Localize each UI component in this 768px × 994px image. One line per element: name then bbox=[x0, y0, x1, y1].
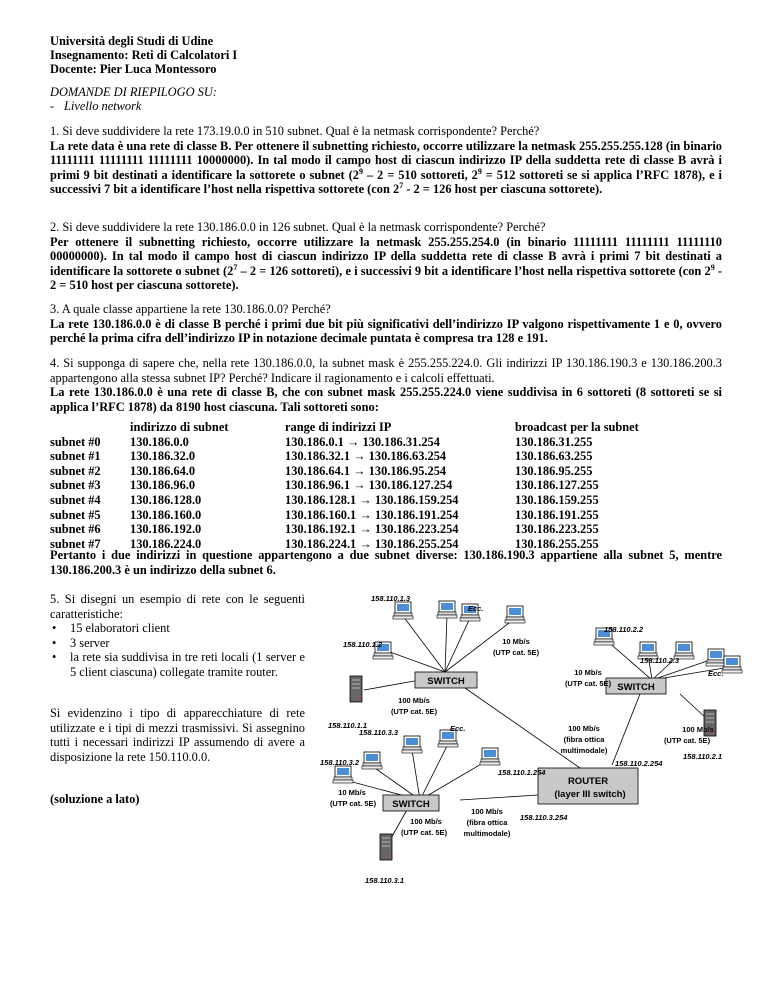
subnet-address: 130.186.224.0 bbox=[130, 536, 202, 551]
switch-label: SWITCH bbox=[427, 676, 465, 687]
medium-label: (fibra ottica bbox=[466, 818, 508, 827]
subnet-name: subnet #3 bbox=[50, 478, 101, 493]
medium-label: (UTP cat. 5E) bbox=[400, 828, 448, 837]
medium-label: (UTP cat. 5E) bbox=[564, 679, 612, 688]
subnet-broadcast: 130.186.255.255 bbox=[515, 536, 599, 551]
subnet-address: 130.186.128.0 bbox=[130, 492, 202, 507]
range-end: 130.186.191.254 bbox=[374, 507, 459, 522]
subnet-name: subnet #2 bbox=[50, 463, 101, 478]
exponent: 7 bbox=[233, 262, 238, 272]
subnet-name: subnet #6 bbox=[50, 522, 101, 537]
speed-label: 100 Mb/s bbox=[682, 725, 714, 734]
exponent: 9 bbox=[477, 166, 482, 176]
question-5-intro: 5. Si disegni un esempio di rete con le seguenti caratteristiche: bbox=[50, 592, 305, 621]
range-end: 130.186.95.254 bbox=[368, 463, 447, 478]
computer-icon bbox=[333, 766, 353, 783]
range-start: 130.186.160.1 bbox=[285, 507, 357, 522]
medium-label: (UTP cat. 5E) bbox=[329, 799, 377, 808]
subnet-address: 130.186.32.0 bbox=[130, 449, 196, 464]
speed-label: 100 Mb/s bbox=[568, 724, 600, 733]
lan1-links bbox=[364, 615, 580, 768]
subnet-broadcast: 130.186.191.255 bbox=[515, 507, 599, 522]
router-label: ROUTER bbox=[567, 776, 609, 787]
computer-icon bbox=[393, 602, 413, 619]
solution-note: (soluzione a lato) bbox=[50, 792, 140, 806]
range-start: 130.186.224.1 bbox=[285, 536, 357, 551]
router bbox=[538, 768, 638, 804]
course-name: Insegnamento: Reti di Calcolatori I bbox=[50, 48, 238, 62]
bullet-icon: • bbox=[52, 635, 57, 650]
range-end: 130.186.255.254 bbox=[374, 536, 459, 551]
question-3-text: 3. A quale classe appartiene la rete 130.186.0.0? Perché? bbox=[50, 302, 331, 316]
question-4-text: 4. Si supponga di sapere che, nella rete 130.186.0.0, la subnet mask è 255.255.224.0. Gli indirizzi IP 130.186.190.3 e 130.186.200.3 appartengono alla stessa subnet IP? Perché? Indicare il ragionamento e i calcoli effettuati. bbox=[50, 356, 722, 385]
table-header-cell: range di indirizzi IP bbox=[285, 420, 392, 434]
computer-icon bbox=[480, 748, 500, 765]
section-title: DOMANDE DI RIEPILOGO SU: bbox=[50, 85, 217, 99]
subnet-address: 130.186.192.0 bbox=[130, 522, 202, 537]
computer-icon bbox=[362, 752, 382, 769]
table-header-cell: broadcast per la subnet bbox=[515, 420, 639, 434]
speed-label: 100 Mb/s bbox=[471, 807, 503, 816]
table-header-cell: indirizzo di subnet bbox=[130, 420, 229, 434]
range-start: 130.186.192.1 bbox=[285, 522, 357, 537]
range-start: 130.186.0.1 bbox=[285, 434, 344, 449]
range-end: 130.186.63.254 bbox=[368, 449, 447, 464]
ip-label: 158.110.2.1 bbox=[683, 752, 723, 761]
subnet-address: 130.186.96.0 bbox=[130, 478, 196, 493]
ip-label: 158.110.1.1 bbox=[328, 721, 368, 730]
server-icon bbox=[380, 834, 392, 860]
list-item-text: 15 elaboratori client bbox=[70, 621, 170, 636]
switch-lan3 bbox=[383, 795, 439, 811]
exponent: 9 bbox=[710, 262, 715, 272]
switch-lan2 bbox=[606, 678, 666, 694]
subnet-name: subnet #4 bbox=[50, 492, 101, 507]
subnet-broadcast: 130.186.159.255 bbox=[515, 492, 599, 507]
exponent: 9 bbox=[358, 166, 363, 176]
ip-label: 158.110.1.254 bbox=[498, 768, 546, 777]
ecc-label: Ecc. bbox=[708, 669, 724, 678]
list-item-text: 3 server bbox=[70, 635, 110, 650]
subnet-address: 130.186.0.0 bbox=[130, 434, 189, 449]
answer-1-part-b: – 2 = 510 sottoreti, 2 bbox=[362, 167, 478, 182]
arrow-right-icon: → bbox=[346, 434, 360, 449]
subnet-broadcast: 130.186.223.255 bbox=[515, 522, 599, 537]
ip-label: 158.110.1.3 bbox=[371, 594, 411, 603]
teacher-name: Docente: Pier Luca Montessoro bbox=[50, 62, 217, 76]
arrow-right-icon: → bbox=[359, 536, 372, 551]
ip-label: 158.110.2.2 bbox=[604, 625, 644, 634]
computer-icon bbox=[402, 736, 422, 753]
subnet-broadcast: 130.186.63.255 bbox=[515, 449, 593, 464]
range-end: 130.186.223.254 bbox=[374, 522, 459, 537]
range-end: 130.186.127.254 bbox=[368, 478, 453, 493]
range-start: 130.186.96.1 bbox=[285, 478, 351, 493]
computer-icon bbox=[505, 606, 525, 623]
speed-label: 10 Mb/s bbox=[338, 788, 366, 797]
question-4-answer: La rete 130.186.0.0 è una rete di classe B, che con subnet mask 255.255.224.0 viene suddivisa in 6 sottoreti (8 sottoreti se si applica l’RFC 1878) da 8190 host ciascuna. Tali sottoreti sono: bbox=[50, 385, 722, 414]
ip-label: 158.110.2.254 bbox=[615, 759, 663, 768]
range-start: 130.186.128.1 bbox=[285, 492, 357, 507]
ip-label: 158.110.3.254 bbox=[520, 813, 568, 822]
server-icon bbox=[350, 676, 362, 702]
bullet-icon: • bbox=[52, 650, 57, 665]
switch-label: SWITCH bbox=[392, 799, 430, 810]
answer-1-part-a: La rete data è una rete di classe B. Per ottenere il subnetting richiesto, occorre utilizzare la netmask 255.255.255.128 (in binario 11111111 11111111 11111111 10000000). In tal modo il campo host di ciascun indirizzo IP della suddetta rete di classe B avrà i primi 9 bit destinati a identificare la sottorete o subnet (2 bbox=[50, 138, 722, 182]
range-start: 130.186.32.1 bbox=[285, 449, 351, 464]
bullet-icon: • bbox=[52, 621, 57, 636]
computer-icon bbox=[437, 601, 457, 618]
arrow-right-icon: → bbox=[359, 522, 372, 537]
exponent: 7 bbox=[399, 181, 404, 191]
answer-2-part-c: - 2 = 510 host per ciascuna sottorete). bbox=[50, 263, 722, 293]
answer-1-part-c: = 512 sottoreti se si applica l’RFC 1878), e i successivi 7 bit a identificare l’host nella rispettiva sottorete (con 2 bbox=[50, 167, 722, 197]
range-end: 130.186.31.254 bbox=[362, 434, 440, 449]
ecc-label: Ecc. bbox=[468, 604, 484, 613]
question-1-text: 1. Si deve suddividere la rete 173.19.0.0 in 510 subnet. Qual è la netmask corrispondente? Perché? bbox=[50, 124, 540, 138]
medium-label: multimodale) bbox=[560, 746, 608, 755]
range-start: 130.186.64.1 bbox=[285, 463, 351, 478]
router-sublabel: (layer III switch) bbox=[554, 789, 626, 800]
arrow-right-icon: → bbox=[359, 492, 372, 507]
answer-2-part-a: Per ottenere il subnetting richiesto, occorre utilizzare la netmask 255.255.254.0 (in binario 11111111 11111111 11111110 00000000). In tal modo il campo host di ciascun indirizzo IP della suddetta rete di classe B avrà i primi 7 bit destinati a identificare la sottorete o subnet (2 bbox=[50, 234, 722, 278]
speed-label: 10 Mb/s bbox=[502, 637, 530, 646]
question-4-conclusion: Pertanto i due indirizzi in questione appartengono a due subnet diverse: 130.186.190.3 appartiene alla subnet 5, mentre 130.186.200.3 è un indirizzo della subnet 6. bbox=[50, 548, 722, 577]
subnet-name: subnet #5 bbox=[50, 507, 101, 522]
range-end: 130.186.159.254 bbox=[374, 492, 459, 507]
medium-label: (UTP cat. 5E) bbox=[663, 736, 711, 745]
switch-lan1 bbox=[415, 672, 477, 688]
speed-label: 100 Mb/s bbox=[410, 817, 442, 826]
computer-icon bbox=[722, 656, 742, 673]
arrow-right-icon: → bbox=[353, 463, 366, 478]
ip-label: 158.110.1.2 bbox=[343, 640, 383, 649]
question-3-answer: La rete 130.186.0.0 è di classe B perché i primi due bit più significativi dell’indirizzo IP valgono rispettivamente 1 e 0, ovvero perché la prima cifra dell’indirizzo IP in notazione decimale puntata è compresa tra 128 e 191. bbox=[50, 316, 722, 346]
switch-label: SWITCH bbox=[617, 682, 655, 693]
university-name: Università degli Studi di Udine bbox=[50, 34, 214, 48]
ip-label: 158.110.3.3 bbox=[359, 728, 399, 737]
list-item-text: la rete sia suddivisa in tre reti locali (1 server e 5 client ciascuna) collegate tramite router. bbox=[70, 650, 305, 679]
subnet-address: 130.186.160.0 bbox=[130, 507, 202, 522]
subnet-broadcast: 130.186.127.255 bbox=[515, 478, 599, 493]
subnet-name: subnet #7 bbox=[50, 536, 101, 551]
medium-label: (UTP cat. 5E) bbox=[492, 648, 540, 657]
section-bullet: - bbox=[50, 99, 55, 113]
subnet-address: 130.186.64.0 bbox=[130, 463, 196, 478]
arrow-right-icon: → bbox=[353, 449, 366, 464]
computer-icon bbox=[706, 649, 726, 666]
medium-label: multimodale) bbox=[463, 829, 511, 838]
speed-label: 100 Mb/s bbox=[398, 696, 430, 705]
subnet-name: subnet #1 bbox=[50, 449, 101, 464]
question-2-text: 2. Si deve suddividere la rete 130.186.0.0 in 126 subnet. Qual è la netmask corrispondente? Perché? bbox=[50, 220, 546, 234]
ecc-label: Ecc. bbox=[450, 724, 466, 733]
speed-label: 10 Mb/s bbox=[574, 668, 602, 677]
subnet-broadcast: 130.186.31.255 bbox=[515, 434, 593, 449]
medium-label: (UTP cat. 5E) bbox=[390, 707, 438, 716]
section-topic: Livello network bbox=[64, 99, 142, 113]
medium-label: (fibra ottica bbox=[563, 735, 605, 744]
ip-label: 158.110.3.1 bbox=[365, 876, 405, 885]
arrow-right-icon: → bbox=[353, 478, 366, 493]
subnet-name: subnet #0 bbox=[50, 434, 101, 449]
ip-label: 158.110.2.3 bbox=[640, 656, 680, 665]
answer-1-part-d: - 2 = 126 host per ciascuna sottorete). bbox=[403, 182, 603, 197]
question-5-instructions: Si evidenzino i tipo di apparecchiature di rete utilizzate e i tipi di mezzi trasmissivi. Si assegnino tutti i necessari indirizzi IP assumendo di avere a disposizione la rete 150.110.0.0. bbox=[50, 706, 305, 764]
ip-label: 158.110.3.2 bbox=[320, 758, 360, 767]
subnet-broadcast: 130.186.95.255 bbox=[515, 463, 593, 478]
arrow-right-icon: → bbox=[359, 507, 372, 522]
answer-2-part-b: – 2 = 126 sottoreti), e i successivi 9 bit a identificare l’host nella rispettiva sottorete (con 2 bbox=[237, 263, 711, 278]
